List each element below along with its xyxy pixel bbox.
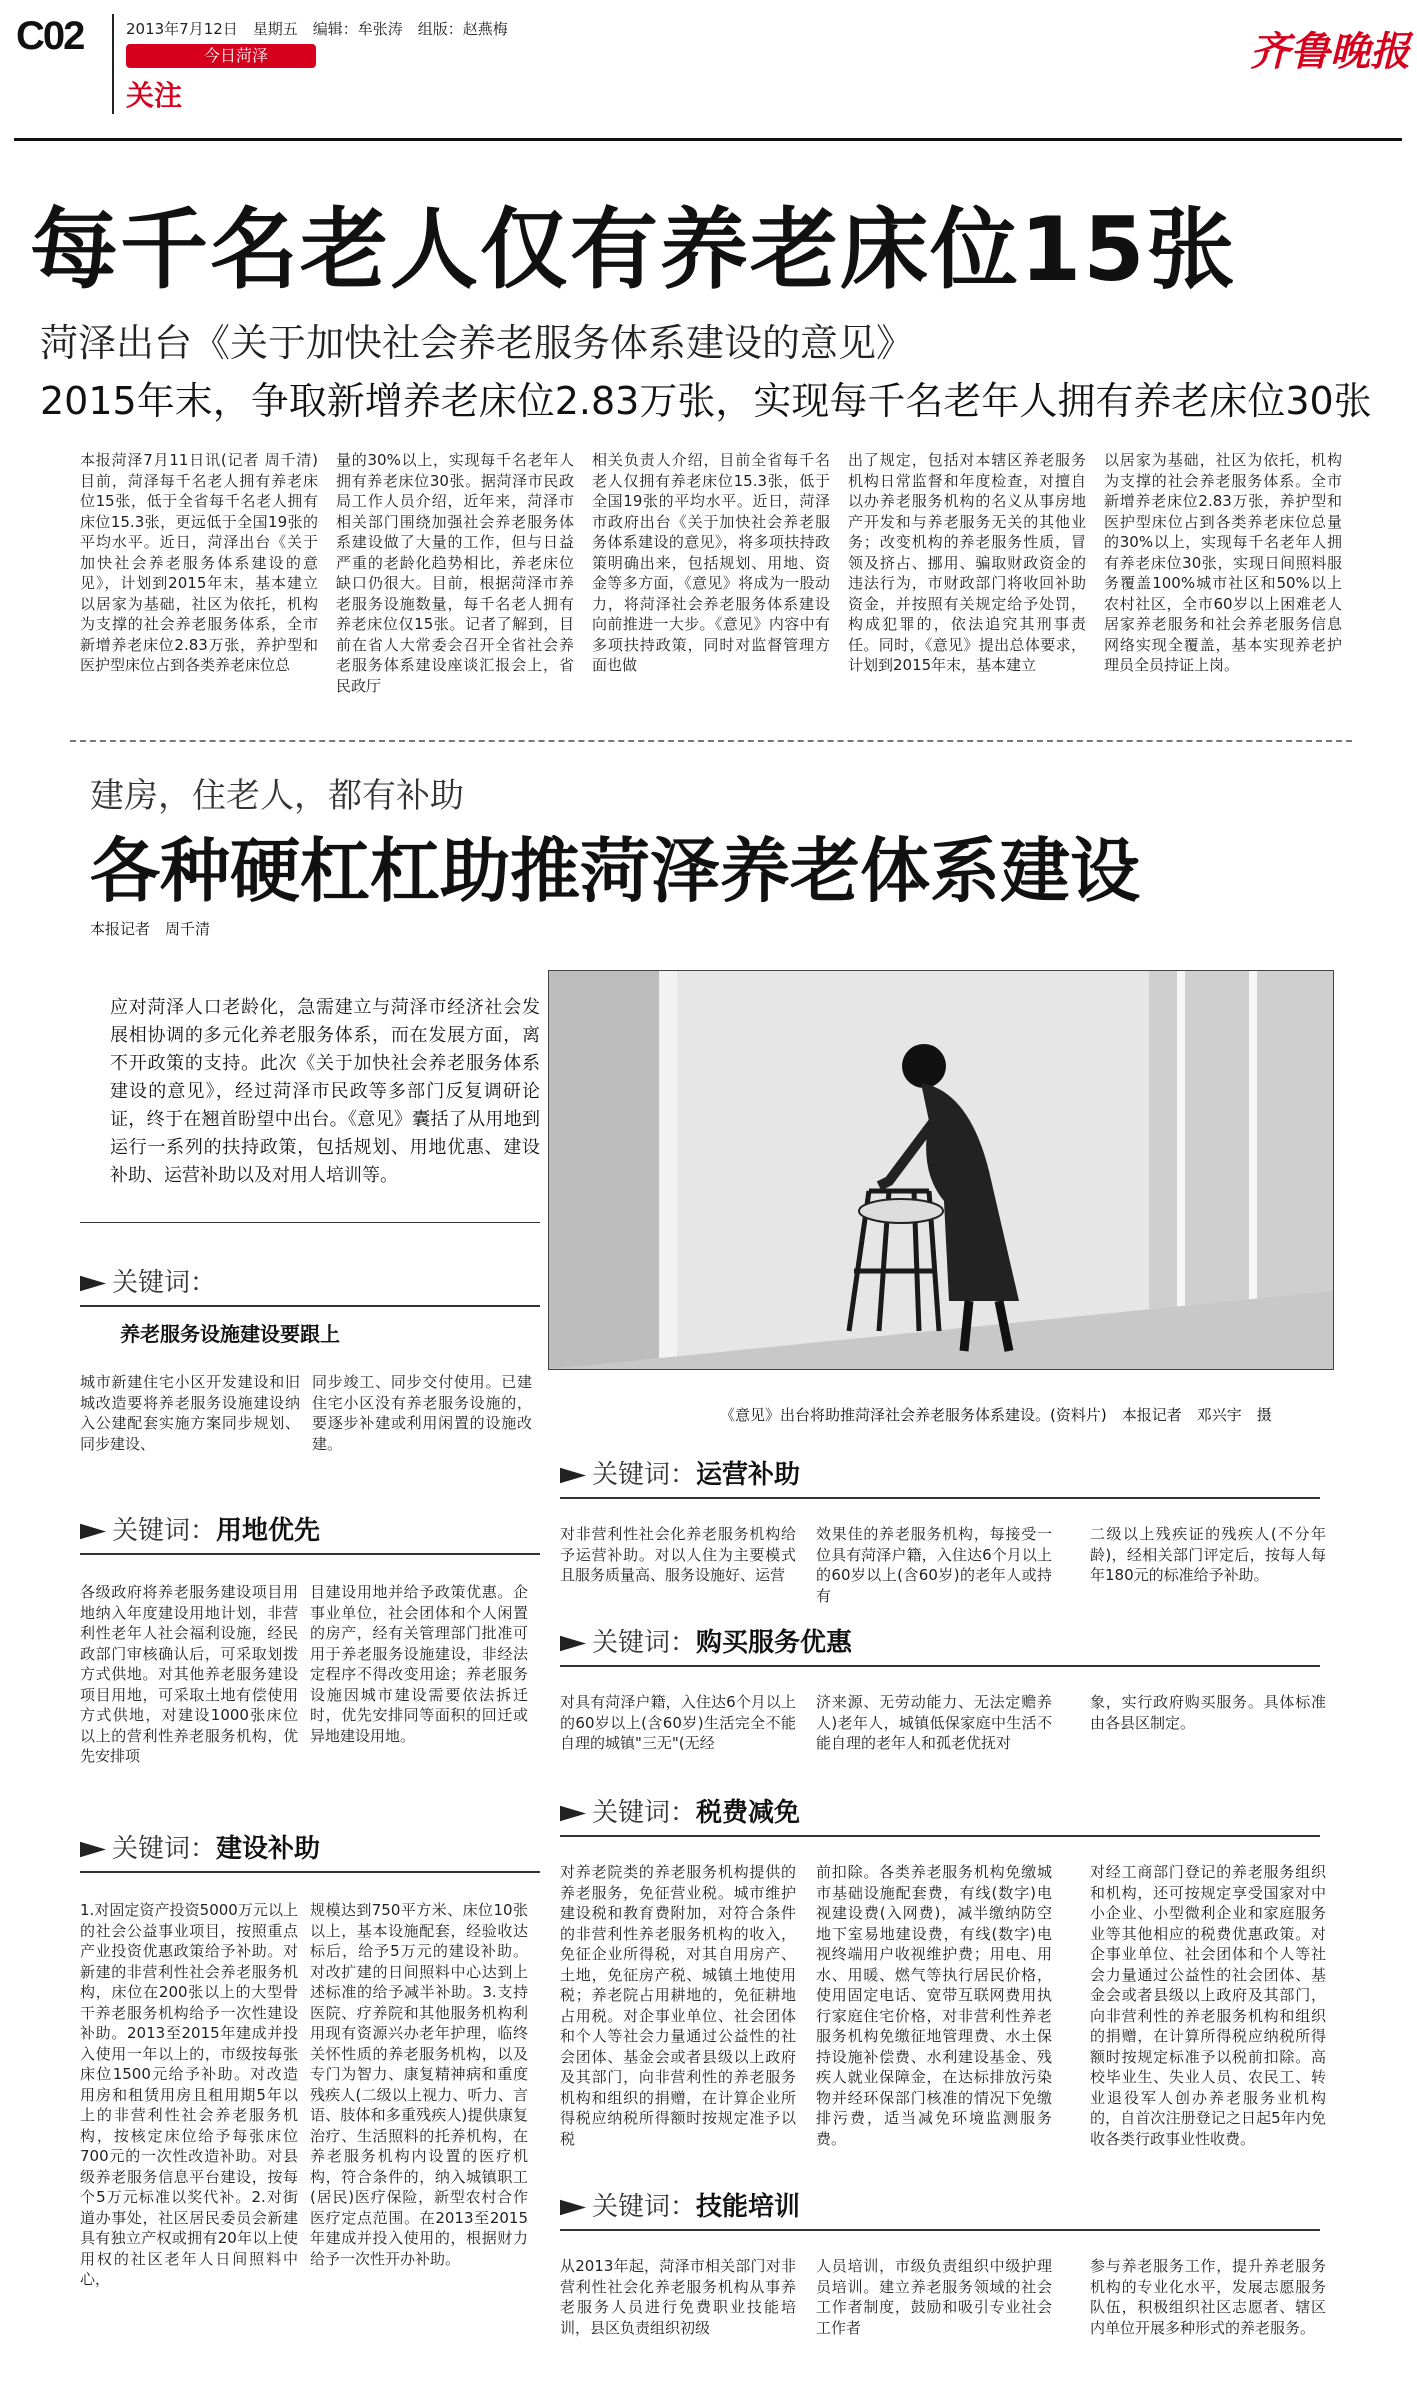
construction-column-1: 1.对固定资产投资5000万元以上的社会公益事业项目，按照重点产业投资优惠政策给予补助。对新建的非营利性社会养老服务机构，床位在200张以上的大型骨干养老服务机构给予一次性建设补助。2013至2015年建成并投入使用一年以上的，市级按每张床位1500元给予补助。对改造用房和租赁用房且租用期5年以上的非营利性社会养老服务机构，按核定床位给予每张床位700元的一次性改造补助。对县级养老服务信息平台建设，按每个5万元标准以奖代补。2.对街道办事处，社区居民委员会新建具有独立产权或拥有20年以上使用权的社区老年人日间照料中心， xyxy=(80,1901,298,2288)
triangle-marker-icon xyxy=(560,1463,586,1489)
triangle-marker-icon xyxy=(560,1631,586,1657)
keyword-text: 用地优先 xyxy=(216,1516,321,1546)
page-number: C02 xyxy=(16,14,84,58)
triangle-marker-icon xyxy=(80,1519,106,1545)
article-divider xyxy=(70,740,1352,742)
photo-caption: 《意见》出台将助推菏泽社会养老服务体系建设。(资料片) 本报记者 邓兴宇 摄 xyxy=(720,1406,1272,1424)
keyword-header-purchase xyxy=(560,1622,1320,1667)
section-name: 关注 xyxy=(126,79,183,112)
purchase-column-2: 济来源、无劳动能力、无法定赡养人)老年人，城镇低保家庭中生活不能自理的老年人和孤老优抚对 xyxy=(816,1693,1052,1752)
issue-meta: 2013年7月12日 星期五 编辑：牟张涛 组版：赵燕梅 xyxy=(126,20,508,38)
section1-column-1: 城市新建住宅小区开发建设和旧城改造要将养老服务设施建设纳入公建配套实施方案同步规划、同步建设、 xyxy=(80,1373,300,1453)
operation-column-1: 对非营利性社会化养老服务机构给予运营补助。对以人住为主要模式且服务质量高、服务设施好、运营 xyxy=(560,1525,796,1584)
top-article-column-2: 量的30%以上，实现每千名老年人拥有养老床位30张。据菏泽市民政局工作人员介绍，近年来，菏泽市相关部门围绕加强社会养老服务体系建设做了大量的工作，但与日益严重的老龄化趋势相比，养老床位缺口仍很大。目前，根据菏泽市养老服务设施数量，每千名老人拥有养老床位仅15张。记者了解到，目前在省人大常委会召开全省社会养老服务体系建设座谈汇报会上，省民政厅 xyxy=(336,451,574,695)
keyword-label: 关键词： xyxy=(112,1268,217,1298)
article2-byline: 本报记者 周千清 xyxy=(90,920,211,938)
training-column-1: 从2013年起，菏泽市相关部门对非营利性社会化养老服务机构从事养老服务人员进行免费职业技能培训，县区负责组织初级 xyxy=(560,2257,796,2337)
operation-column-2: 效果佳的养老服务机构，每接受一位具有菏泽户籍，入住达6个月以上的60岁以上(含60岁)的老年人或持有 xyxy=(816,1525,1052,1605)
purchase-column-3: 象，实行政府购买服务。具体标准由各县区制定。 xyxy=(1090,1693,1326,1732)
section1-column-2: 同步竣工、同步交付使用。已建住宅小区没有养老服务设施的，要逐步补建或利用闲置的设施改建。 xyxy=(312,1373,532,1453)
main-headline: 每千名老人仅有养老床位15张 xyxy=(30,198,1237,301)
keyword-label: 关键词： xyxy=(592,1798,697,1828)
top-article-column-3: 相关负责人介绍，目前全省每千名老人仅拥有养老床位15.3张，低于全国19张的平均水平。近日，菏泽市政府出台《关于加快社会养老服务体系建设的意见》，将多项扶持政策明确出来，包括规划、用地、资金等多方面，《意见》将成为一股动力，将菏泽社会养老服务体系建设向前推进一大步。《意见》内容中有多项扶持政策，同时对监督管理方面也做 xyxy=(592,451,830,674)
tax-column-3: 对经工商部门登记的养老服务组织和机构，还可按规定享受国家对中小企业、小型微利企业和家庭服务业等其他相应的税费优惠政策。对企事业单位、社会团体和个人等社会力量通过公益性的社会团体、基金会或者县级以上政府及其部门，向非营利性的养老服务机构和组织的捐赠，在计算所得税应纳税所得额时按规定标准予以税前扣除。高校毕业生、失业人员、农民工、转业退役军人创办养老服务业机构的，自首次注册登记之日起5年内免收各类行政事业性收费。 xyxy=(1090,1863,1326,2148)
top-article-column-5: 以居家为基础，社区为依托，机构为支撑的社会养老服务体系。全市新增养老床位2.83万张，养护型和医护型床位占到各类养老床位总量的30%以上，实现每千名老年人拥有养老床位30张，实现日间照料服务覆盖100%城市社区和50%以上农村社区，全市60岁以上困难老人居家养老服务和社会养老服务信息网络实现全覆盖，基本实现养老护理员全员持证上岗。 xyxy=(1104,451,1342,674)
keyword-text: 购买服务优惠 xyxy=(696,1628,853,1658)
tax-column-1: 对养老院类的养老服务机构提供的养老服务，免征营业税。城市维护建设税和教育费附加，对符合条件的非营利性养老服务机构的收入，免征企业所得税，对其自用房产、土地，免征房产税、城镇土地使用税；养老院占用耕地的，免征耕地占用税。对企事业单位、社会团体和个人等社会力量通过公益性的社会团体、基金会或者县级以上政府及其部门，向非营利性的养老服务机构和组织的捐赠，在计算企业所得税应纳税所得额时按规定准予以税 xyxy=(560,1863,796,2148)
training-column-3: 参与养老服务工作，提升养老服务机构的专业化水平，发展志愿服务队伍，积极组织社区志愿者、辖区内单位开展多种形式的养老服务。 xyxy=(1090,2257,1326,2337)
training-column-2: 人员培训，市级负责组织中级护理员培训。建立养老服务领域的社会工作者制度，鼓励和吸引专业社会工作者 xyxy=(816,2257,1052,2337)
article2-lead: 应对菏泽人口老龄化，急需建立与菏泽市经济社会发展相协调的多元化养老服务体系，而在发展方面，离不开政策的支持。此次《关于加快社会养老服务体系建设的意见》，经过菏泽市民政等多部门反复调研论证，终于在翘首盼望中出台。《意见》囊括了从用地到运行一系列的扶持政策，包括规划、用地优惠、建设补助、运营补助以及对用人培训等。 xyxy=(110,997,540,1186)
keyword-header-construction xyxy=(80,1828,540,1873)
keyword-label: 关键词： xyxy=(592,1460,697,1490)
land-column-2: 目建设用地并给予政策优惠。企事业单位，社会团体和个人闲置的房产，经有关管理部门批准可用于养老服务设施建设，非经法定程序不得改变用途；养老服务设施因城市建设需要依法拆迁时，优先安排同等面积的回迁或异地建设用地。 xyxy=(310,1583,528,1745)
keyword-header-operation xyxy=(560,1454,1320,1499)
keyword-header-1 xyxy=(80,1262,540,1307)
keyword-label: 关键词： xyxy=(592,2192,697,2222)
land-column-1: 各级政府将养老服务建设项目用地纳入年度建设用地计划，非营利性老年人社会福利设施，经民政部门审核确认后，可采取划拨方式供地。对其他养老服务建设项目用地，可采取土地有偿使用方式供地，对建设1000张床位以上的营利性养老服务机构，优先安排项 xyxy=(80,1583,298,1765)
section-tag xyxy=(126,44,316,68)
keyword-label: 关键词： xyxy=(112,1834,217,1864)
header-rule xyxy=(14,138,1402,141)
lead-rule xyxy=(80,1222,540,1223)
triangle-marker-icon xyxy=(560,1801,586,1827)
construction-column-2: 规模达到750平方米、床位10张以上，基本设施配套，经验收达标后，给予5万元的建设补助。对改扩建的日间照料中心达到上述标准的给予减半补助。3.支持医院、疗养院和其他服务机构利用现有资源兴办老年护理，临终关怀性质的养老服务机构，以及专门为智力、康复精神病和重度残疾人(二级以上视力、听力、言语、肢体和多重残疾人)提供康复治疗、生活照料的托养机构，在养老服务机构内设置的医疗机构，符合条件的，纳入城镇职工(居民)医疗保险，新型农村合作医疗定点范围。在2013至2015年建成并投入使用的，根据财力给予一次性开办补助。 xyxy=(310,1901,528,2268)
keyword-header-land xyxy=(80,1510,540,1555)
top-article-column-1: 本报菏泽7月11日讯(记者 周千清) 目前，菏泽每千名老人拥有养老床位15张，低于全省每千名老人拥有床位15.3张，更远低于全国19张的平均水平。近日，菏泽出台《关于加快社会养老服务体系建设的意见》，计划到2015年末，基本建立以居家为基础，社区为依托，机构为支撑的社会养老服务体系，全市新增养老床位2.83万张，养护型和医护型床位占到各类养老床位总 xyxy=(80,451,318,674)
keyword-header-tax xyxy=(560,1792,1320,1837)
keyword-label: 关键词： xyxy=(112,1516,217,1546)
keyword-text: 税费减免 xyxy=(696,1798,801,1828)
article2-kicker: 建房，住老人，都有补助 xyxy=(90,776,464,816)
section-tag-label: 今日菏泽 xyxy=(203,46,268,65)
keyword-header-training xyxy=(560,2186,1320,2231)
keyword-text: 运营补助 xyxy=(696,1460,801,1490)
keyword-text: 建设补助 xyxy=(216,1834,321,1864)
triangle-marker-icon xyxy=(80,1837,106,1863)
article2-title: 各种硬杠杠助推菏泽养老体系建设 xyxy=(90,830,1140,912)
triangle-marker-icon xyxy=(80,1271,106,1297)
purchase-column-1: 对具有菏泽户籍，入住达6个月以上的60岁以上(含60岁)生活完全不能自理的城镇"三无"(无经 xyxy=(560,1693,796,1752)
operation-column-3: 二级以上残疾证的残疾人(不分年龄)，经相关部门评定后，按每人每年180元的标准给予补助。 xyxy=(1090,1525,1326,1584)
newspaper-logo: 齐鲁晚报 xyxy=(1250,28,1410,75)
keyword-text: 技能培训 xyxy=(696,2192,801,2222)
section1-subhead: 养老服务设施建设要跟上 xyxy=(120,1322,340,1346)
tax-column-2: 前扣除。各类养老服务机构免缴城市基础设施配套费，有线(数字)电视建设费(入网费)，减半缴纳防空地下室易地建设费，有线(数字)电视终端用户收视维护费；用电、用水、用暖、燃气等执行居民价格，使用固定电话、宽带互联网费用执行家庭住宅价格，对非营利性养老服务机构免缴征地管理费、水土保持设施补偿费、水利建设基金、残疾人就业保障金，在达标排放污染物并经环保部门核准的情况下免缴排污费，适当减免环境监测服务费。 xyxy=(816,1863,1052,2148)
headline-deck: 2015年末，争取新增养老床位2.83万张，实现每千名老年人拥有养老床位30张 xyxy=(40,379,1372,423)
headline-subtitle: 菏泽出台《关于加快社会养老服务体系建设的意见》 xyxy=(40,321,915,365)
photo-illustration xyxy=(549,971,1333,1369)
top-article-column-4: 出了规定，包括对本辖区养老服务机构日常监督和年度检查，对擅自以办养老服务机构的名义从事房地产开发和与养老服务无关的其他业务；改变机构的养老服务性质，冒领及挤占、挪用、骗取财政资金的违法行为，市财政部门将收回补助资金，并按照有关规定给予处罚，构成犯罪的，依法追究其刑事责任。同时，《意见》提出总体要求，计划到2015年末，基本建立 xyxy=(848,451,1086,674)
keyword-label: 关键词： xyxy=(592,1628,697,1658)
header-divider xyxy=(112,14,114,114)
elderly-walker-photo xyxy=(548,970,1334,1370)
triangle-marker-icon xyxy=(560,2195,586,2221)
